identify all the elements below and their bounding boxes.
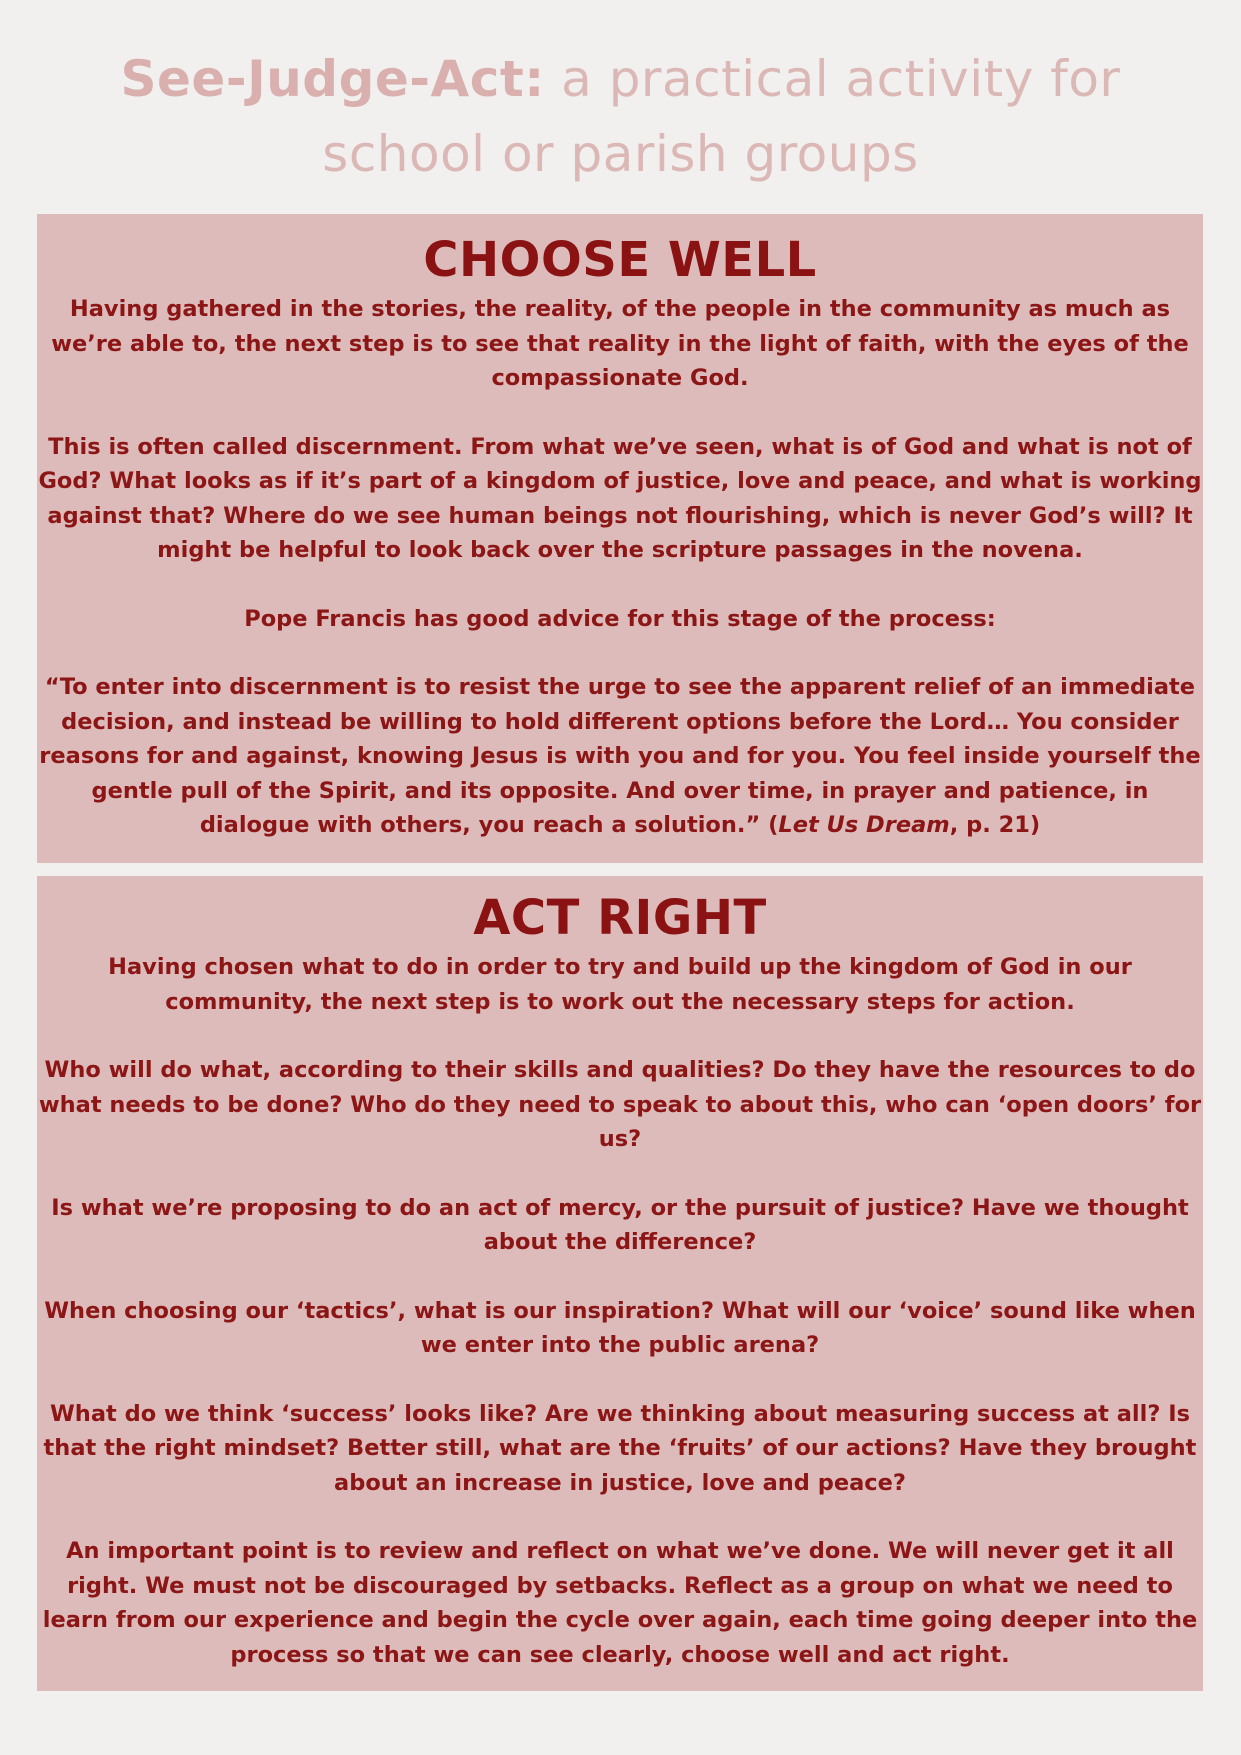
act-right-paragraph-6: An important point is to review and reflect on what we’ve done. We will never get it all right. We must not be discouraged by setbacks. Reflect as a group on what we need to learn from our experience and begin the cycle over again, each time going deeper into the process so that we can see clearly, choose well and act right. bbox=[42, 1538, 1198, 1668]
title-light-line2: school or parish groups bbox=[322, 125, 919, 183]
choose-well-body bbox=[37, 292, 1203, 843]
citation-title: Let Us Dream bbox=[778, 812, 950, 838]
act-right-paragraph-5: What do we think ‘success’ looks like? Are we thinking about measuring success at all? Is that the right mindset? Better still, what are the ‘fruits’ of our actions? Have they brought about an increase in justice, love and peace? bbox=[43, 1400, 1197, 1496]
title-light-line1: a practical activity for bbox=[544, 50, 1121, 108]
act-right-body bbox=[37, 950, 1203, 1672]
act-right-panel bbox=[37, 876, 1203, 1691]
quote-text: “To enter into discernment is to resist the urge to see the apparent relief of an immediate decision, and instead be willing to hold different options before the Lord… You consider reasons for and against, knowing Jesus is with you and for you. You feel inside yourself the gentle pull of the Spirit, and its opposite. And over time, in prayer and patience, in dialogue with others, you reach a solution.” bbox=[39, 674, 1201, 838]
title-strong: See-Judge-Act: bbox=[120, 50, 545, 108]
choose-well-panel bbox=[37, 214, 1203, 863]
act-right-heading: ACT RIGHT bbox=[473, 890, 767, 946]
choose-well-paragraph-3: Pope Francis has good advice for this stage of the process: bbox=[244, 605, 996, 632]
act-right-paragraph-2: Who will do what, according to their skills and qualities? Do they have the resources to do what needs to be done? Who do they need to speak to about this, who can ‘open doors’ for us? bbox=[38, 1057, 1202, 1152]
choose-well-paragraph-2: This is often called discernment. From what we’ve seen, what is of God and what is not of God? What looks as if it’s part of a kingdom of justice, love and peace, and what is working against that? Where do we see human beings not flourishing, which is never God’s will? It might be helpful to look back over the scripture passages in the novena. bbox=[38, 433, 1202, 563]
citation-close: , p. 21) bbox=[949, 812, 1041, 838]
choose-well-heading: CHOOSE WELL bbox=[423, 232, 817, 288]
page-title bbox=[0, 42, 1241, 192]
act-right-paragraph-1: Having chosen what to do in order to try and build up the kingdom of God in our community, the next step is to work out the necessary steps for action. bbox=[108, 954, 1132, 1015]
act-right-paragraph-3: Is what we’re proposing to do an act of mercy, or the pursuit of justice? Have we thought about the difference? bbox=[51, 1194, 1189, 1255]
choose-well-paragraph-1: Having gathered in the stories, the reality, of the people in the community as much as we’re able to, the next step is to see that reality in the light of faith, with the eyes of the compassionate God. bbox=[51, 296, 1189, 391]
pope-francis-quote bbox=[37, 670, 1203, 843]
citation-open: ( bbox=[760, 812, 779, 838]
act-right-paragraph-4: When choosing our ‘tactics’, what is our inspiration? What will our ‘voice’ sound like when we enter into the public arena? bbox=[44, 1297, 1196, 1358]
